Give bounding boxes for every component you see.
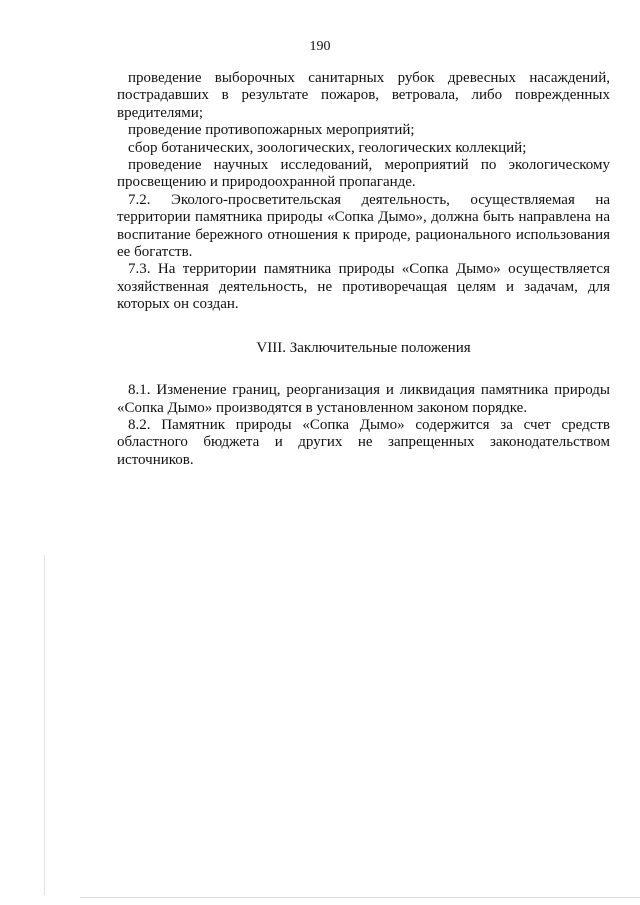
paragraph-8-2: 8.2. Памятник природы «Сопка Дымо» содержится за счет средств областного бюджета и других не запрещенных законодательством источников. [117,416,610,468]
paragraph-research: проведение научных исследований, мероприятий по экологическому просвещению и природоохранной пропаганде. [117,157,610,191]
paragraph-8-1: 8.1. Изменение границ, реорганизация и ликвидация памятника природы «Сопка Дымо» производятся в установленном законом порядке. [117,382,610,416]
paragraph-collections: сбор ботанических, зоологических, геологических коллекций; [128,139,527,156]
paragraph-7-3: 7.3. На территории памятника природы «Сопка Дымо» осуществляется хозяйственная деятельность, не противоречащая целям и задачам, для которых он создан. [117,261,610,313]
scan-margin-line [44,555,45,895]
scan-bottom-edge [80,897,640,898]
paragraph-felling: проведение выборочных санитарных рубок древесных насаждений, пострадавших в результате пожаров, ветровала, либо поврежденных вредителями; [117,70,610,121]
section-heading: VIII. Заключительные положения [256,339,471,356]
paragraph-fire-prevention: проведение противопожарных мероприятий; [128,122,415,139]
page-number: 190 [309,39,331,54]
paragraph-7-2: 7.2. Эколого-просветительская деятельность, осуществляемая на территории памятника природы «Сопка Дымо», должна быть направлена на воспитание бережного отношения к природе, рационального использования ее богатств. [117,191,610,261]
document-body [117,70,610,469]
